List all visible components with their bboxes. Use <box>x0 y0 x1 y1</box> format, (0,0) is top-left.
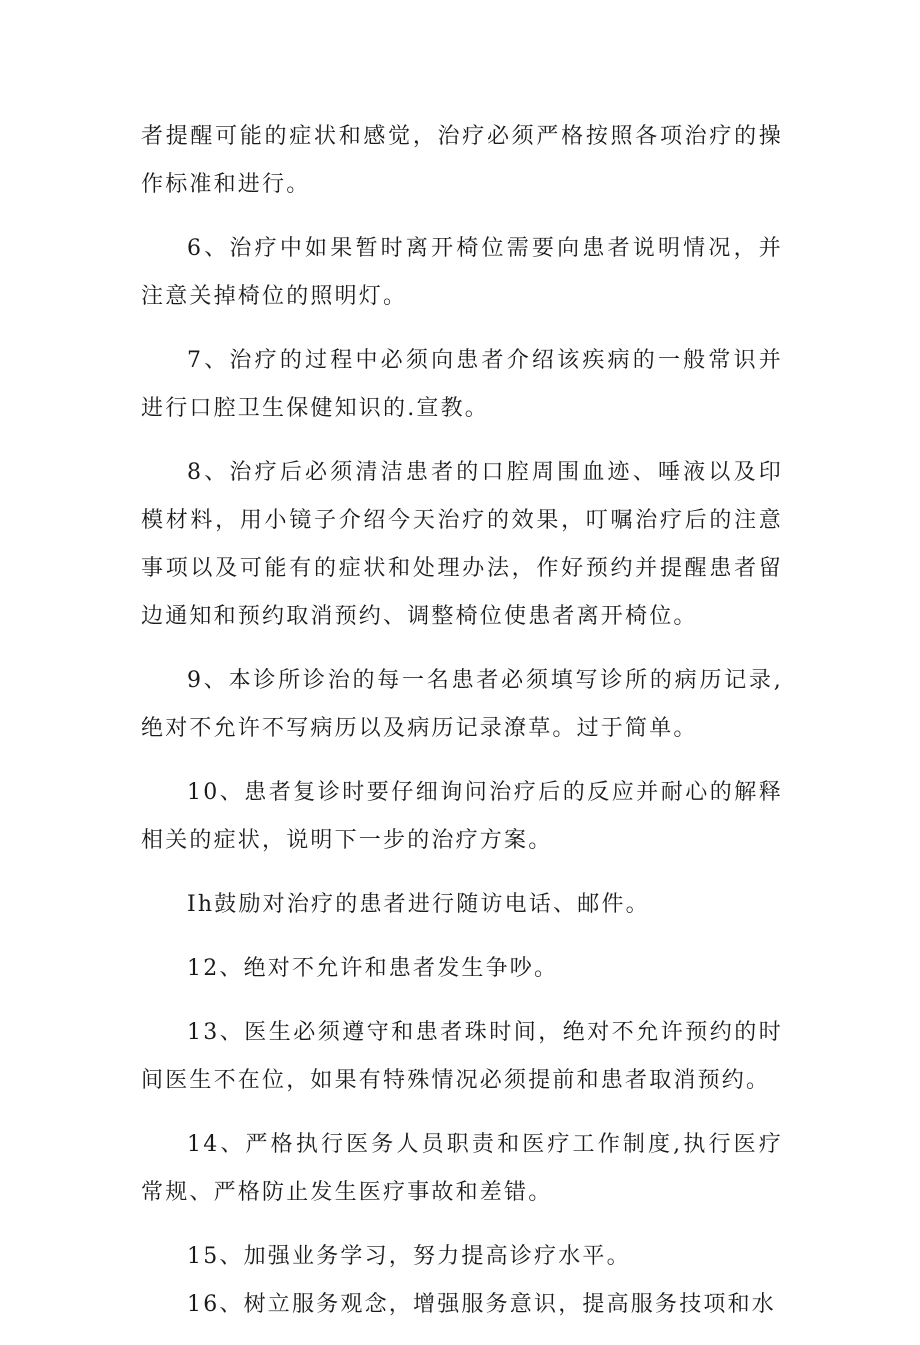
paragraph-item-10: 10、患者复诊时要仔细询问治疗后的反应并耐心的解释相关的症状，说明下一步的治疗方案。 <box>141 780 783 853</box>
paragraph-item-6: 6、治疗中如果暂时离开椅位需要向患者说明情况，并注意关掉椅位的照明灯。 <box>141 236 783 309</box>
paragraph-continuation: 者提醒可能的症状和感觉，治疗必须严格按照各项治疗的操作标准和进行。 <box>141 124 783 197</box>
paragraph-item-8: 8、治疗后必须清洁患者的口腔周围血迹、唾液以及印模材料，用小镜子介绍今天治疗的效果，叮嘱治疗后的注意事项以及可能有的症状和处理办法，作好预约并提醒患者留边通知和预约取消预约、调整椅位使患者离开椅位。 <box>141 460 783 629</box>
paragraph-item-7: 7、治疗的过程中必须向患者介绍该疾病的一般常识并进行口腔卫生保健知识的.宣教。 <box>141 348 783 421</box>
paragraph-item-9: 9、本诊所诊治的每一名患者必须填写诊所的病历记录,绝对不允许不写病历以及病历记录潦草。过于简单。 <box>141 668 783 741</box>
paragraph-item-12: 12、绝对不允许和患者发生争吵。 <box>187 956 559 981</box>
paragraph-item-15: 15、加强业务学习，努力提高诊疗水平。 <box>187 1244 631 1269</box>
document-body <box>141 113 783 1345</box>
paragraph-item-16: 16、树立服务观念，增强服务意识，提高服务技项和水 <box>187 1292 776 1317</box>
paragraph-item-13: 13、医生必须遵守和患者珠时间，绝对不允许预约的时间医生不在位，如果有特殊情况必须提前和患者取消预约。 <box>141 1020 783 1093</box>
paragraph-item-14: 14、严格执行医务人员职责和医疗工作制度,执行医疗常规、严格防止发生医疗事故和差错。 <box>141 1132 783 1205</box>
paragraph-item-11: Ih鼓励对治疗的患者进行随访电话、邮件。 <box>187 892 650 917</box>
